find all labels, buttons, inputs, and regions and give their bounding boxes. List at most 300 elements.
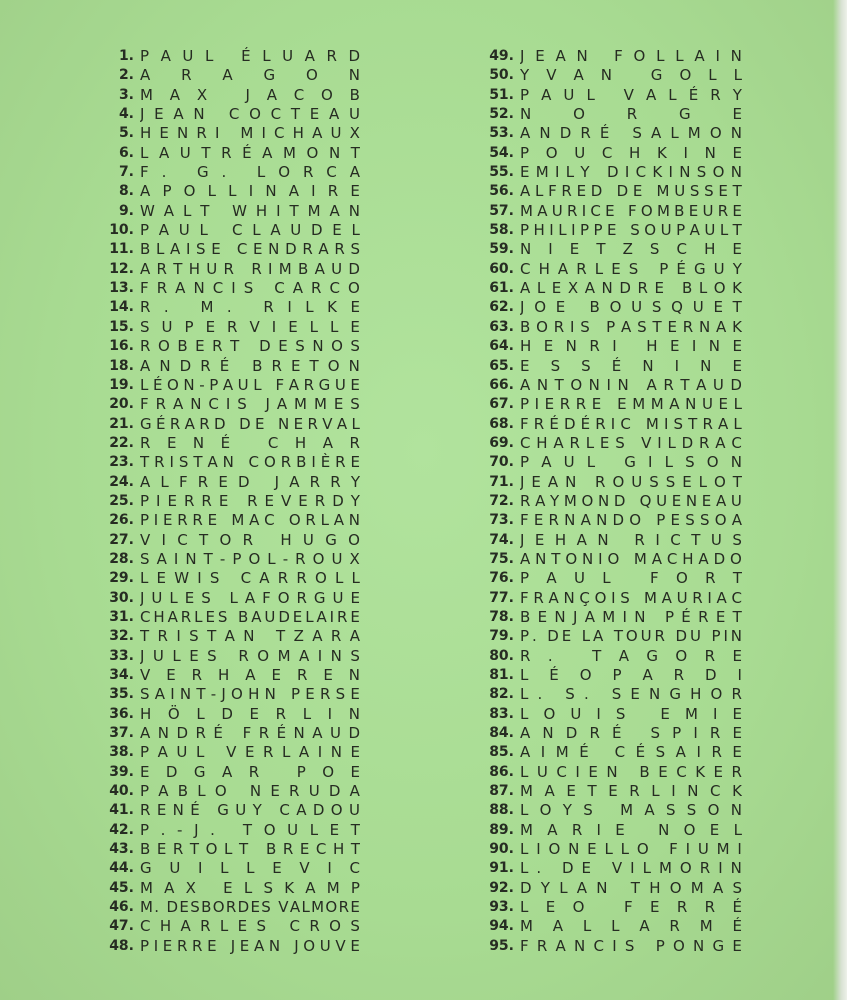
list-item-name — [520, 453, 742, 472]
list-item-name — [140, 473, 360, 492]
letter: N — [193, 279, 205, 298]
letter: A — [173, 105, 184, 124]
list-item — [100, 124, 360, 143]
list-item — [480, 859, 742, 878]
letter: E — [299, 840, 310, 859]
letter: S — [649, 472, 659, 491]
letter: P — [209, 375, 219, 394]
letter: E — [732, 143, 742, 162]
letter: M — [650, 395, 664, 414]
list-item-name — [140, 66, 360, 85]
letter: S — [651, 298, 662, 317]
letter — [540, 627, 545, 646]
letter: E — [709, 820, 720, 839]
list-item-number: 35. — [109, 686, 134, 703]
letter — [647, 182, 652, 201]
list-item-number: 6. — [118, 144, 134, 161]
letter: A — [618, 646, 629, 665]
letter: I — [696, 743, 701, 762]
letter: E — [211, 240, 221, 259]
letter: E — [732, 105, 742, 124]
letter — [599, 47, 604, 66]
list-item-number: 29. — [109, 570, 134, 587]
letter — [626, 763, 631, 782]
letter — [630, 492, 635, 511]
list-item-name — [520, 627, 742, 646]
letter: N — [642, 356, 654, 375]
letter: E — [732, 240, 742, 259]
list-item — [100, 550, 360, 569]
letter: U — [640, 627, 652, 646]
letter: O — [713, 279, 726, 298]
list-item — [100, 357, 360, 376]
list-item-number: 61. — [489, 280, 514, 297]
letter: R — [172, 840, 184, 859]
list-item — [480, 376, 742, 395]
list-item-number: 49. — [489, 48, 514, 64]
list-item-number: 11. — [109, 241, 134, 258]
letter: A — [548, 588, 559, 607]
letter: A — [253, 936, 265, 955]
letter: E — [329, 820, 340, 839]
letter: R — [704, 646, 716, 665]
letter: R — [520, 491, 531, 510]
letter: O — [543, 704, 556, 723]
list-item-name — [140, 318, 360, 337]
letter: O — [679, 859, 692, 878]
list-item — [480, 260, 742, 279]
list-item-name — [520, 357, 742, 376]
letter: D — [328, 782, 341, 801]
letter: P — [140, 782, 150, 801]
letter: S — [615, 433, 625, 452]
letter: S — [209, 569, 220, 588]
letter: I — [691, 337, 697, 356]
letter: L — [620, 840, 630, 859]
letter: L — [182, 201, 192, 220]
letter: R — [637, 279, 648, 298]
letter: T — [189, 840, 200, 859]
letter: P — [520, 627, 530, 646]
list-item — [100, 260, 360, 279]
letter: R — [576, 259, 587, 278]
letter: G — [313, 588, 326, 607]
list-item-name — [140, 685, 360, 704]
letter: H — [292, 124, 304, 143]
letter: E — [535, 47, 545, 65]
letter: R — [197, 472, 209, 491]
letter: D — [221, 704, 233, 723]
list-item-name — [140, 395, 360, 414]
letter: G — [318, 375, 331, 394]
letter: M — [311, 898, 325, 917]
letter — [607, 182, 612, 201]
letter: L — [698, 472, 707, 491]
letter: E — [350, 182, 360, 201]
letter — [602, 898, 607, 917]
list-item-name — [140, 859, 360, 878]
list-item-name — [520, 743, 742, 762]
letter: U — [692, 298, 704, 317]
letter: O — [545, 143, 558, 162]
letter: O — [570, 375, 583, 394]
list-item — [100, 569, 360, 588]
letter: O — [321, 85, 333, 104]
letter: B — [252, 356, 263, 375]
letter: I — [555, 163, 560, 182]
letter — [619, 531, 624, 550]
letter: A — [316, 607, 327, 626]
letter: C — [520, 433, 531, 452]
letter: L — [520, 840, 529, 859]
letter: I — [737, 666, 742, 684]
list-item-number: 1. — [118, 48, 134, 64]
letter: D — [214, 414, 226, 433]
list-item-number: 91. — [489, 860, 514, 877]
letter: R — [248, 762, 260, 781]
letter: É — [732, 898, 742, 917]
list-item — [100, 511, 360, 530]
letter: S — [732, 878, 742, 897]
letter: I — [225, 395, 231, 414]
letter: L — [733, 414, 742, 433]
letter: A — [593, 627, 604, 646]
letter — [225, 647, 230, 666]
list-item-name — [140, 782, 360, 801]
letter: H — [218, 666, 230, 684]
letter: E — [293, 414, 304, 433]
list-item-number: 93. — [489, 899, 514, 916]
list-item — [480, 666, 742, 685]
letter: U — [631, 472, 643, 491]
letter: O — [565, 549, 578, 568]
list-item-name — [140, 415, 360, 434]
list-item-number: 68. — [489, 415, 514, 432]
letter: P — [140, 820, 150, 839]
letter: N — [685, 491, 698, 510]
letter: . — [536, 859, 542, 878]
letter: W — [174, 569, 190, 588]
letter: N — [563, 588, 575, 607]
list-item — [100, 453, 360, 472]
list-item-number: 41. — [109, 802, 134, 819]
letter: A — [541, 453, 552, 472]
letter: A — [651, 549, 662, 568]
list-item — [100, 202, 360, 221]
letter: G — [712, 936, 725, 955]
letter: R — [533, 588, 544, 607]
letter: M — [699, 917, 713, 936]
letter: A — [154, 685, 166, 704]
letter: O — [572, 898, 585, 917]
letter: M — [240, 124, 254, 143]
letter: U — [574, 143, 586, 162]
letter: A — [544, 782, 555, 801]
letter: A — [184, 414, 195, 433]
letter: L — [651, 782, 660, 801]
letter: E — [544, 395, 555, 414]
list-item — [480, 144, 742, 163]
letter: L — [520, 762, 529, 781]
letter: E — [350, 375, 360, 394]
list-item-number: 21. — [109, 415, 134, 432]
letter — [596, 163, 601, 182]
letter: N — [704, 143, 716, 162]
letter: R — [319, 685, 331, 704]
letter: D — [520, 878, 532, 897]
letter: A — [266, 85, 277, 104]
letter: M — [520, 917, 533, 936]
letter: A — [170, 240, 181, 259]
letter: L — [708, 66, 717, 85]
list-item-name — [140, 144, 360, 163]
letter: T — [207, 627, 217, 646]
letter: G — [650, 66, 663, 85]
letter: A — [312, 724, 323, 743]
letter: U — [689, 627, 701, 646]
letter: L — [586, 453, 596, 472]
letter: A — [245, 666, 256, 684]
letter: R — [311, 279, 322, 298]
list-item-number: 22. — [109, 434, 134, 451]
letter: L — [536, 279, 546, 298]
letter: D — [311, 221, 323, 240]
letter: . — [161, 163, 167, 182]
letter: S — [704, 182, 714, 201]
letter: F — [520, 588, 529, 607]
letter: N — [172, 801, 184, 820]
list-item-number: 52. — [489, 106, 514, 123]
letter: C — [349, 859, 360, 878]
letter: L — [224, 840, 233, 859]
list-item-name — [140, 86, 360, 105]
letter: R — [199, 414, 210, 433]
letter: L — [698, 279, 708, 298]
letter: - — [199, 375, 205, 394]
letter — [207, 879, 212, 898]
letter: S — [190, 898, 200, 917]
letter: R — [309, 472, 321, 491]
letter: U — [656, 491, 668, 510]
letter: M — [658, 859, 672, 878]
letter: F — [140, 279, 149, 298]
letter: A — [289, 472, 300, 491]
list-item-number: 26. — [109, 512, 134, 529]
list-item-number: 77. — [489, 589, 514, 606]
letter: G — [196, 163, 209, 182]
list-item — [480, 531, 742, 550]
letter: D — [619, 279, 631, 298]
list-item-number: 53. — [489, 125, 514, 142]
letter: F — [262, 588, 271, 607]
letter: R — [192, 511, 203, 530]
letter — [599, 743, 604, 762]
letter: B — [674, 201, 685, 220]
letter: É — [681, 607, 691, 626]
letter — [260, 473, 265, 492]
letter: B — [238, 607, 249, 626]
letter: D — [179, 356, 192, 375]
letter: A — [288, 182, 299, 201]
list-item — [480, 298, 742, 317]
list-item — [480, 898, 742, 917]
list-item-name — [520, 144, 742, 163]
letter: A — [698, 549, 709, 568]
letter: L — [733, 820, 742, 839]
letter: L — [204, 47, 214, 65]
letter: T — [350, 820, 360, 839]
letter: M — [535, 163, 549, 182]
letter: J — [274, 472, 280, 491]
letter: E — [658, 762, 668, 781]
letter: I — [575, 762, 580, 781]
letter: U — [536, 762, 548, 781]
letter: R — [704, 898, 716, 917]
list-item — [480, 163, 742, 182]
letter — [636, 415, 641, 434]
letter: P — [593, 221, 603, 240]
letter: U — [701, 395, 713, 414]
letter: O — [675, 569, 688, 588]
letter: A — [716, 588, 727, 607]
letter: É — [219, 356, 230, 375]
letter: O — [539, 801, 552, 820]
letter — [617, 879, 622, 898]
letter: P — [520, 453, 530, 472]
list-item-name — [140, 801, 360, 820]
letter: P — [140, 221, 150, 240]
letter: Y — [732, 259, 742, 278]
letter: O — [219, 530, 232, 549]
letter: É — [612, 724, 622, 743]
letter: T — [732, 298, 742, 317]
letter: . — [583, 685, 589, 704]
letter: N — [730, 47, 742, 65]
letter: O — [644, 221, 657, 240]
letter: I — [737, 840, 742, 859]
letter: X — [349, 124, 360, 143]
letter: D — [612, 511, 625, 530]
list-item-number: 92. — [489, 879, 514, 896]
letter: R — [192, 936, 203, 955]
letter: R — [717, 201, 729, 220]
letter: S — [624, 936, 635, 955]
letter: U — [319, 936, 331, 955]
letter: E — [244, 743, 255, 762]
letter: T — [592, 646, 602, 665]
letter: O — [157, 337, 170, 356]
letter: P — [296, 762, 306, 781]
letter: N — [243, 627, 255, 646]
letter: P — [520, 569, 530, 588]
letter: R — [520, 646, 531, 665]
letter: R — [227, 317, 238, 336]
list-item-name — [140, 879, 360, 898]
letter: F — [520, 414, 529, 433]
list-item — [480, 492, 742, 511]
letter: L — [351, 414, 360, 433]
letter: E — [159, 124, 169, 143]
letter: U — [302, 530, 314, 549]
letter: P — [676, 221, 686, 240]
page-edge — [833, 0, 847, 1000]
letter: L — [670, 124, 679, 143]
letter: E — [298, 491, 308, 510]
letter: R — [223, 259, 234, 278]
list-item — [100, 66, 360, 85]
letter: U — [730, 491, 742, 510]
letter: T — [587, 782, 597, 801]
letter — [599, 859, 604, 878]
letter: S — [350, 240, 360, 259]
letter: N — [520, 105, 532, 124]
list-item — [100, 473, 360, 492]
letter: E — [350, 298, 360, 317]
list-item-number: 31. — [109, 608, 134, 625]
letter — [269, 415, 274, 434]
list-item — [100, 434, 360, 453]
letter: A — [520, 182, 531, 201]
list-item-name — [520, 937, 742, 956]
list-item-number: 65. — [489, 357, 514, 374]
list-item-name — [140, 298, 360, 317]
letter: E — [350, 685, 360, 704]
letter: - — [177, 820, 183, 839]
letter: O — [325, 898, 338, 917]
list-item-number: 46. — [109, 899, 134, 916]
list-item-number: 76. — [489, 570, 514, 587]
list-item — [480, 279, 742, 298]
letter: R — [275, 704, 287, 723]
letter: I — [261, 124, 266, 143]
list-item-name — [520, 801, 742, 820]
letter: L — [675, 47, 684, 65]
letter: T — [350, 840, 360, 859]
letter: S — [140, 685, 150, 704]
letter: T — [630, 878, 640, 897]
letter: O — [183, 182, 196, 201]
letter: P — [664, 607, 674, 626]
letter: S — [611, 685, 622, 704]
letter: E — [688, 201, 699, 220]
letter: E — [581, 859, 592, 878]
letter: C — [635, 163, 647, 182]
letter: U — [287, 820, 299, 839]
letter: N — [600, 66, 612, 85]
letter: I — [549, 221, 554, 240]
letter: A — [312, 124, 323, 143]
letter: I — [231, 279, 236, 298]
list-item — [100, 859, 360, 878]
list-item-number: 42. — [109, 821, 134, 838]
letter: R — [338, 898, 349, 917]
letter: A — [576, 530, 587, 549]
letter: A — [336, 414, 348, 433]
letter: I — [612, 936, 617, 955]
letter: R — [296, 569, 307, 588]
list-item — [480, 182, 742, 201]
letter: N — [222, 453, 234, 472]
letter: R — [731, 685, 742, 704]
letter — [275, 917, 280, 936]
list-item-number: 69. — [489, 434, 514, 451]
letter: A — [175, 279, 186, 298]
letter: L — [309, 820, 319, 839]
list-item — [480, 647, 742, 666]
list-item — [480, 782, 742, 801]
letter: V — [140, 666, 151, 684]
letter: R — [309, 917, 320, 936]
